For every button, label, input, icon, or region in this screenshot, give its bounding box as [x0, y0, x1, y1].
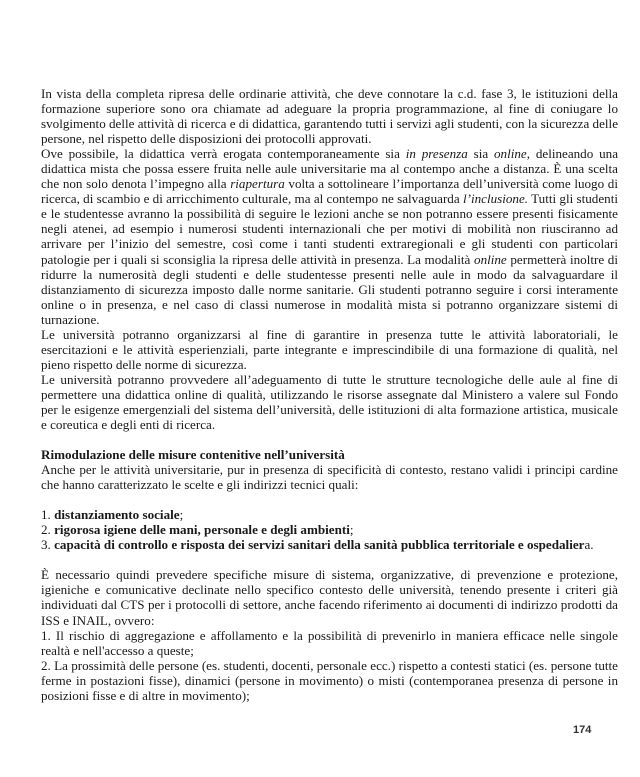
text-run: Tutti gli studenti e le studentesse avranno la possibilità di seguire le lezioni anche se non potranno essere presenti fisicamente negli atenei, ad esempio i numerosi studenti internazionali che per motivi di mobilità non riusciranno ad arrivare per l’inizio del semestre, così come i tanti studenti extraregionali e gli studenti con particolari patologie per i quali si sconsiglia la ripresa delle attività in presenza. La modalità [41, 191, 618, 267]
criteria-item: 2. La prossimità delle persone (es. studenti, docenti, personale ecc.) rispetto a contesti statici (es. persone tutte ferme in postazioni fisse), dinamici (persone in movimento) o misti (contemporanea presenza di persone in posizioni fisse e di altre in movimento); [41, 657, 618, 703]
text-run: sia [467, 146, 494, 162]
spacer [41, 492, 618, 507]
spacer [41, 552, 618, 567]
page-number: 174 [573, 724, 592, 736]
criteria-item: 1. Il rischio di aggregazione e affollamento e la possibilità di prevenirlo in maniera efficace nelle singole realtà e nell'accesso a queste; [41, 627, 618, 658]
paragraph-labs: Le università potranno organizzarsi al fine di garantire in presenza tutte le attività laboratoriali, le esercitazioni e le attività esperienziali, parte integrante e imprescindibile di una formazione di qualità, nel pieno rispetto delle norme di sicurezza. [41, 326, 618, 372]
paragraph-tech-upgrade: Le università potranno provvedere all’adeguamento di tutte le strutture tecnologiche delle aule al fine di permettere una didattica online di qualità, utilizzando le risorse assegnate dal Ministero a valere sul Fondo per le esigenze emergenziali del sistema dell’università, delle istituzioni di alta formazione artistica, musicale e coreutica e degli enti di ricerca. [41, 371, 618, 433]
list-tail: ; [179, 507, 184, 523]
principle-item [41, 537, 618, 552]
section-heading: Rimodulazione delle misure contenitive nell’università [41, 447, 345, 463]
italic-term: online [494, 146, 527, 162]
section-intro: Anche per le attività universitarie, pur in presenza di specificità di contesto, restano validi i principi cardine che hanno caratterizzato le scelte e gli indirizzi tecnici quali: [41, 462, 618, 493]
principle-text: distanziamento sociale [54, 507, 180, 523]
list-tail: ; [349, 522, 354, 538]
principle-item [41, 507, 618, 522]
list-tail: a. [584, 537, 594, 553]
paragraph-intro: In vista della completa ripresa delle ordinarie attività, che deve connotare la c.d. fase 3, le istituzioni della formazione superiore sono ora chiamate ad adeguare la propria programmazione, al fine di coniugare lo svolgimento delle attività di ricerca e di didattica, garantendo tutti i servizi agli studenti, con la sicurezza delle persone, nel rispetto delle disposizioni dei protocolli approvati. [41, 86, 619, 147]
paragraph-hybrid-teaching [41, 146, 618, 327]
spacer [41, 432, 618, 447]
document-page [41, 86, 618, 703]
text-run: volta a sottolineare l’importanza dell’università come luogo di ricerca, di scambio e di arricchimento culturale, ma al contempo ne salvaguarda [41, 176, 618, 207]
principle-item [41, 522, 618, 537]
principle-text: rigorosa igiene delle mani, personale e degli ambienti [54, 522, 350, 538]
italic-term: online [474, 251, 507, 267]
list-number: 2. [41, 522, 55, 538]
text-run: , delineando una didattica mista che possa essere fruita nelle aule universitarie ma al contempo anche a distanza. È una scelta che non solo denota l’impegno alla [41, 146, 619, 192]
text-run: permetterà inoltre di ridurre la numerosità degli studenti e delle studentesse presenti nelle aule in modo da salvaguardare il distanziamento di sicurezza imposto dalle norme sanitarie. Gli studenti potranno seguire i corsi interamente online o in presenza, e nel caso di classi numerose in modalità mista si potranno organizzare sistemi di turnazione. [41, 251, 618, 327]
measures-intro: È necessario quindi prevedere specifiche misure di sistema, organizzative, di prevenzione e protezione, igieniche e comunicative declinate nello specifico contesto delle università, tenendo presente i criteri già individuati dal CTS per i protocolli di settore, anche facendo riferimento ai documenti di indirizzo prodotti da ISS e INAIL, ovvero: [41, 567, 618, 628]
list-number: 3. [41, 537, 55, 553]
italic-term: in presenza [405, 146, 468, 162]
principle-text: capacità di controllo e risposta dei servizi sanitari della sanità pubblica territoriale e ospedalier [54, 537, 585, 553]
italic-term: riapertura [230, 176, 285, 192]
list-number: 1. [41, 507, 55, 523]
italic-term: l’inclusione. [462, 191, 529, 207]
text-run: Ove possibile, la didattica verrà erogata contemporaneamente sia [41, 146, 406, 162]
